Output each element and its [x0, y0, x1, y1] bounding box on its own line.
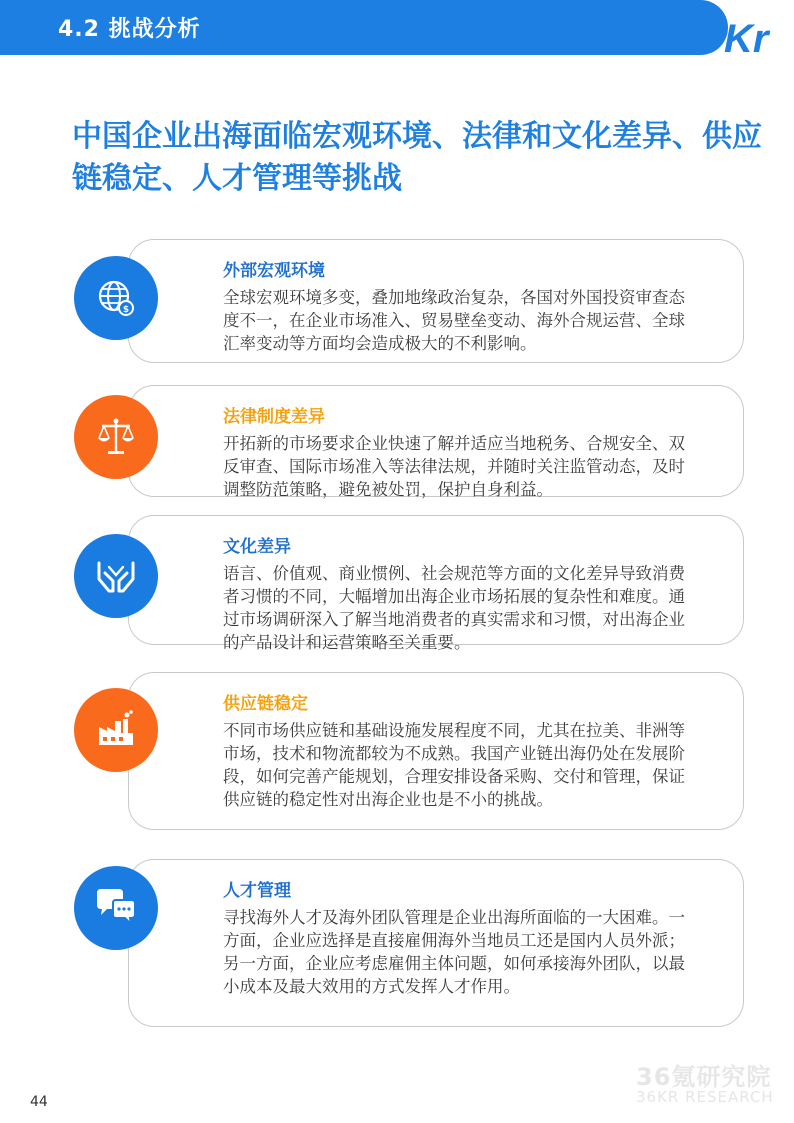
chat-bubbles-icon — [74, 866, 158, 950]
challenge-title: 法律制度差异 — [223, 407, 325, 427]
36kr-logo — [680, 0, 794, 55]
challenge-title: 文化差异 — [223, 537, 291, 557]
challenge-card-macro — [128, 239, 744, 363]
challenge-title: 人才管理 — [223, 881, 291, 901]
page-title: 中国企业出海面临宏观环境、法律和文化差异、供应链稳定、人才管理等挑战 — [72, 119, 762, 196]
svg-text:$: $ — [122, 305, 130, 315]
challenge-card-culture — [128, 515, 744, 652]
svg-text:36: 36 — [692, 5, 719, 32]
globe-coin-icon — [74, 256, 158, 340]
challenge-title: 供应链稳定 — [223, 694, 308, 714]
challenge-text: 全球宏观环境多变，叠加地缘政治复杂，各国对外国投资审查态度不一，在企业市场准入、贸易壁垒变动、海外合规运营、全球汇率变动等方面均会造成极大的不利影响。 — [223, 288, 685, 353]
watermark-cn: 36氪研究院 — [636, 1063, 772, 1091]
challenge-text: 不同市场供应链和基础设施发展程度不同，尤其在拉美、非洲等市场，技术和物流都较为不成熟。我国产业链出海仍处在发展阶段，如何完善产能规划，合理安排设备采购、交付和管理，保证供应链的稳定性对出海企业也是不小的挑战。 — [223, 721, 685, 809]
scales-icon — [74, 395, 158, 479]
challenge-card-supply-chain — [128, 672, 744, 830]
watermark-en: 36KR RESEARCH — [636, 1088, 774, 1106]
page-number: 44 — [30, 1094, 48, 1110]
challenge-card-legal — [128, 385, 744, 497]
factory-icon — [74, 688, 158, 772]
section-title: 4.2 挑战分析 — [58, 17, 201, 42]
challenge-text: 语言、价值观、商业惯例、社会规范等方面的文化差异导致消费者习惯的不同，大幅增加出海企业市场拓展的复杂性和难度。通过市场调研深入了解当地消费者的真实需求和习惯，对出海企业的产品设计和运营策略至关重要。 — [223, 564, 685, 652]
section-header-bar — [0, 0, 728, 55]
svg-text:Kr: Kr — [724, 17, 769, 55]
challenge-text: 开拓新的市场要求企业快速了解并适应当地税务、合规安全、双反审查、国际市场准入等法律法规，并随时关注监管动态，及时调整防范策略，避免被处罚，保护自身利益。 — [223, 434, 685, 499]
challenge-text: 寻找海外人才及海外团队管理是企业出海所面临的一大困难。一方面，企业应选择是直接雇佣海外当地员工还是国内人员外派；另一方面，企业应考虑雇佣主体问题，如何承接海外团队，以最小成本及最大效用的方式发挥人才作用。 — [223, 908, 685, 996]
challenge-title: 外部宏观环境 — [223, 261, 325, 281]
challenge-card-talent — [128, 859, 744, 1027]
hands-icon — [74, 534, 158, 618]
